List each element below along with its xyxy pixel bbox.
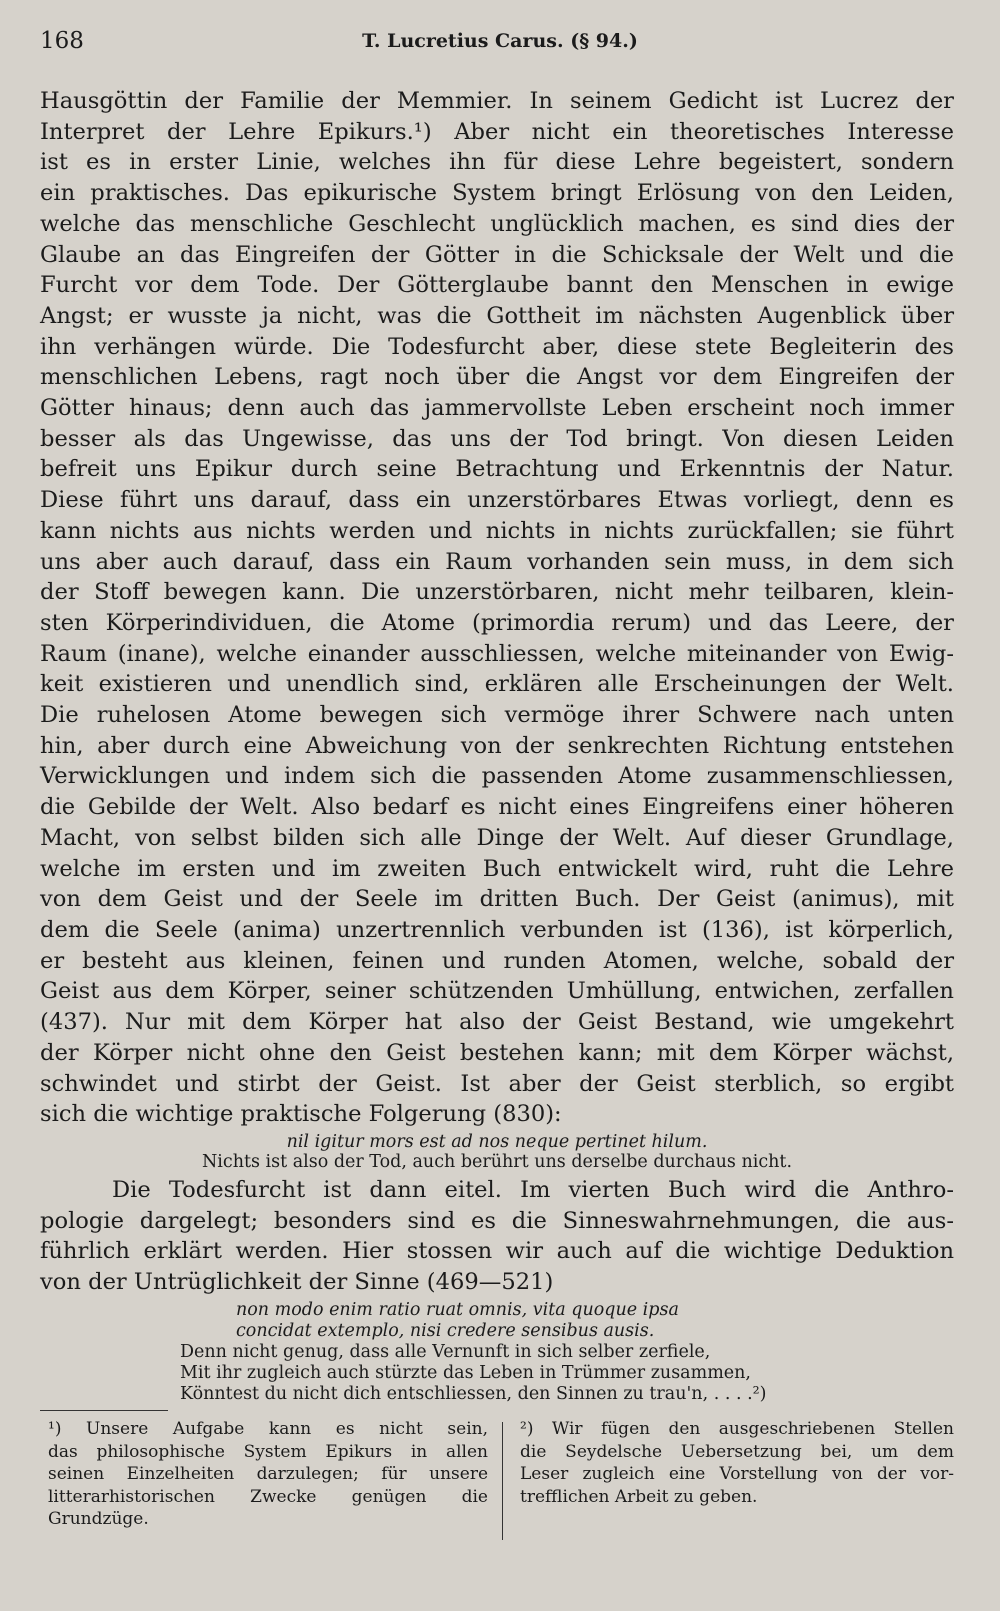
text-line: Interpret der Lehre Epikurs.¹) Aber nicht ein theoretisches Interesse [40, 118, 954, 145]
footnote-line: die Seydelsche Uebersetzung bei, um dem [520, 1441, 954, 1462]
text-line: kann nichts aus nichts werden und nichts in nichts zurückfallen; sie führt [40, 517, 954, 544]
text-line: sten Körperindividuen, die Atome (primordia rerum) und das Leere, der [40, 609, 954, 636]
text-line: pologie dargelegt; besonders sind es die Sinneswahrnehmungen, die aus- [40, 1207, 954, 1234]
text-line: welche im ersten und im zweiten Buch entwickelt wird, ruht die Lehre [40, 855, 954, 882]
text-line: befreit uns Epikur durch seine Betrachtung und Erkenntnis der Natur. [40, 456, 954, 483]
text-line: von der Untrüglichkeit der Sinne (469—521) [40, 1269, 554, 1296]
text-line: (437). Nur mit dem Körper hat also der Geist Bestand, wie umgekehrt [40, 1009, 954, 1036]
footnote-line: ¹) Unsere Aufgabe kann es nicht sein, [48, 1419, 488, 1439]
footnote-line: trefflichen Arbeit zu geben. [520, 1486, 758, 1507]
text-line: die Gebilde der Welt. Also bedarf es nicht eines Eingreifens einer höheren [40, 794, 954, 821]
german-verse-line: Könntest du nicht dich entschliessen, den Sinnen zu trau'n, . . . .²) [180, 1383, 767, 1404]
text-line: Hausgöttin der Familie der Memmier. In seinem Gedicht ist Lucrez der [40, 88, 954, 114]
text-line: der Körper nicht ohne den Geist bestehen kann; mit dem Körper wächst, [40, 1039, 954, 1066]
footnote-2 [520, 1418, 954, 1508]
text-line: der Stoff bewegen kann. Die unzerstörbaren, nicht mehr teilbaren, klein- [40, 579, 954, 606]
text-line: uns aber auch darauf, dass ein Raum vorhanden sein muss, in dem sich [40, 548, 954, 575]
text-line: Die Todesfurcht ist dann eitel. Im vierten Buch wird die Anthro- [112, 1176, 954, 1203]
text-line: Angst; er wusste ja nicht, was die Gottheit im nächsten Augenblick über [40, 302, 954, 329]
page-number: 168 [40, 28, 84, 54]
text-line: hin, aber durch eine Abweichung von der senkrechten Richtung entstehen [40, 732, 954, 759]
german-verse-line: Denn nicht genug, dass alle Vernunft in sich selber zerfiele, [180, 1341, 711, 1362]
footnote-1 [48, 1418, 488, 1531]
text-line: schwindet und stirbt der Geist. Ist aber der Geist sterblich, so ergibt [40, 1070, 954, 1097]
text-line: besser als das Ungewisse, das uns der Tod bringt. Von diesen Leiden [40, 425, 954, 452]
footnote-line: Grundzüge. [48, 1509, 149, 1529]
text-line: sich die wichtige praktische Folgerung (830): [40, 1101, 562, 1128]
text-line: Diese führt uns darauf, dass ein unzerstörbares Etwas vorliegt, denn es [40, 487, 954, 514]
text-line: Götter hinaus; denn auch das jammervollste Leben erscheint noch immer [40, 395, 954, 422]
text-line: Geist aus dem Körper, seiner schützenden Umhüllung, entwichen, zerfallen [40, 978, 954, 1005]
footnote-line: Leser zugleich eine Vorstellung von der vor- [520, 1464, 954, 1484]
footnote-line: ²) Wir fügen den ausgeschriebenen Stellen [520, 1419, 954, 1439]
text-line: keit existieren und unendlich sind, erklären alle Erscheinungen der Welt. [40, 671, 954, 698]
page-header [40, 28, 960, 64]
text-line: Verwicklungen und indem sich die passenden Atome zusammenschliessen, [40, 763, 954, 790]
footnote-rule [40, 1410, 168, 1411]
german-translation-line: Nichts ist also der Tod, auch berührt uns derselbe durchaus nicht. [201, 1151, 793, 1172]
footnote-line: das philosophische System Epikurs in allen [48, 1441, 488, 1462]
german-verse-block [40, 1342, 954, 1405]
footnote-line: seinen Einzelheiten darzulegen; für unsere [48, 1464, 488, 1484]
text-line: Macht, von selbst bilden sich alle Dinge der Welt. Auf dieser Grundlage, [40, 824, 954, 851]
text-line: Die ruhelosen Atome bewegen sich vermöge ihrer Schwere nach unten [40, 702, 954, 729]
paragraph-1 [40, 86, 954, 1130]
text-line: Glaube an das Eingreifen der Götter in die Schicksale der Welt und die [40, 241, 954, 268]
paragraph-2 [40, 1175, 954, 1298]
text-line: ihn verhängen würde. Die Todesfurcht aber, diese stete Begleiterin des [40, 333, 954, 360]
running-head: T. Lucretius Carus. (§ 94.) [362, 30, 638, 52]
text-line: Furcht vor dem Tode. Der Götterglaube bannt den Menschen in ewige [40, 272, 954, 299]
text-line: ein praktisches. Das epikurische System bringt Erlösung von den Leiden, [40, 180, 954, 207]
german-verse-line: Mit ihr zugleich auch stürzte das Leben in Trümmer zusammen, [180, 1362, 751, 1383]
text-line: dem die Seele (anima) unzertrennlich verbunden ist (136), ist körperlich, [40, 916, 954, 943]
latin-verse-line: non modo enim ratio ruat omnis, vita quoque ipsa [236, 1299, 679, 1320]
latin-verse-block [40, 1300, 954, 1342]
footnote-column-divider [502, 1422, 503, 1540]
text-line: welche das menschliche Geschlecht unglücklich machen, es sind dies der [40, 210, 954, 237]
main-text [40, 86, 954, 1405]
footnote-line: litterarhistorischen Zwecke genügen die [48, 1486, 488, 1507]
text-line: er besteht aus kleinen, feinen und runden Atomen, welche, sobald der [40, 947, 954, 974]
latin-verse-line: concidat extemplo, nisi credere sensibus ausis. [236, 1320, 655, 1341]
text-line: von dem Geist und der Seele im dritten Buch. Der Geist (animus), mit [40, 886, 954, 913]
text-line: menschlichen Lebens, ragt noch über die Angst vor dem Eingreifen der [40, 364, 954, 391]
footnotes [40, 1418, 954, 1538]
text-line: führlich erklärt werden. Hier stossen wir auch auf die wichtige Deduktion [40, 1238, 954, 1265]
text-line: ist es in erster Linie, welches ihn für diese Lehre begeistert, sondern [40, 149, 954, 176]
text-line: Raum (inane), welche einander ausschliessen, welche miteinander von Ewig- [40, 640, 954, 667]
latin-quote-line: nil igitur mors est ad nos neque pertinet hilum. [286, 1131, 708, 1152]
